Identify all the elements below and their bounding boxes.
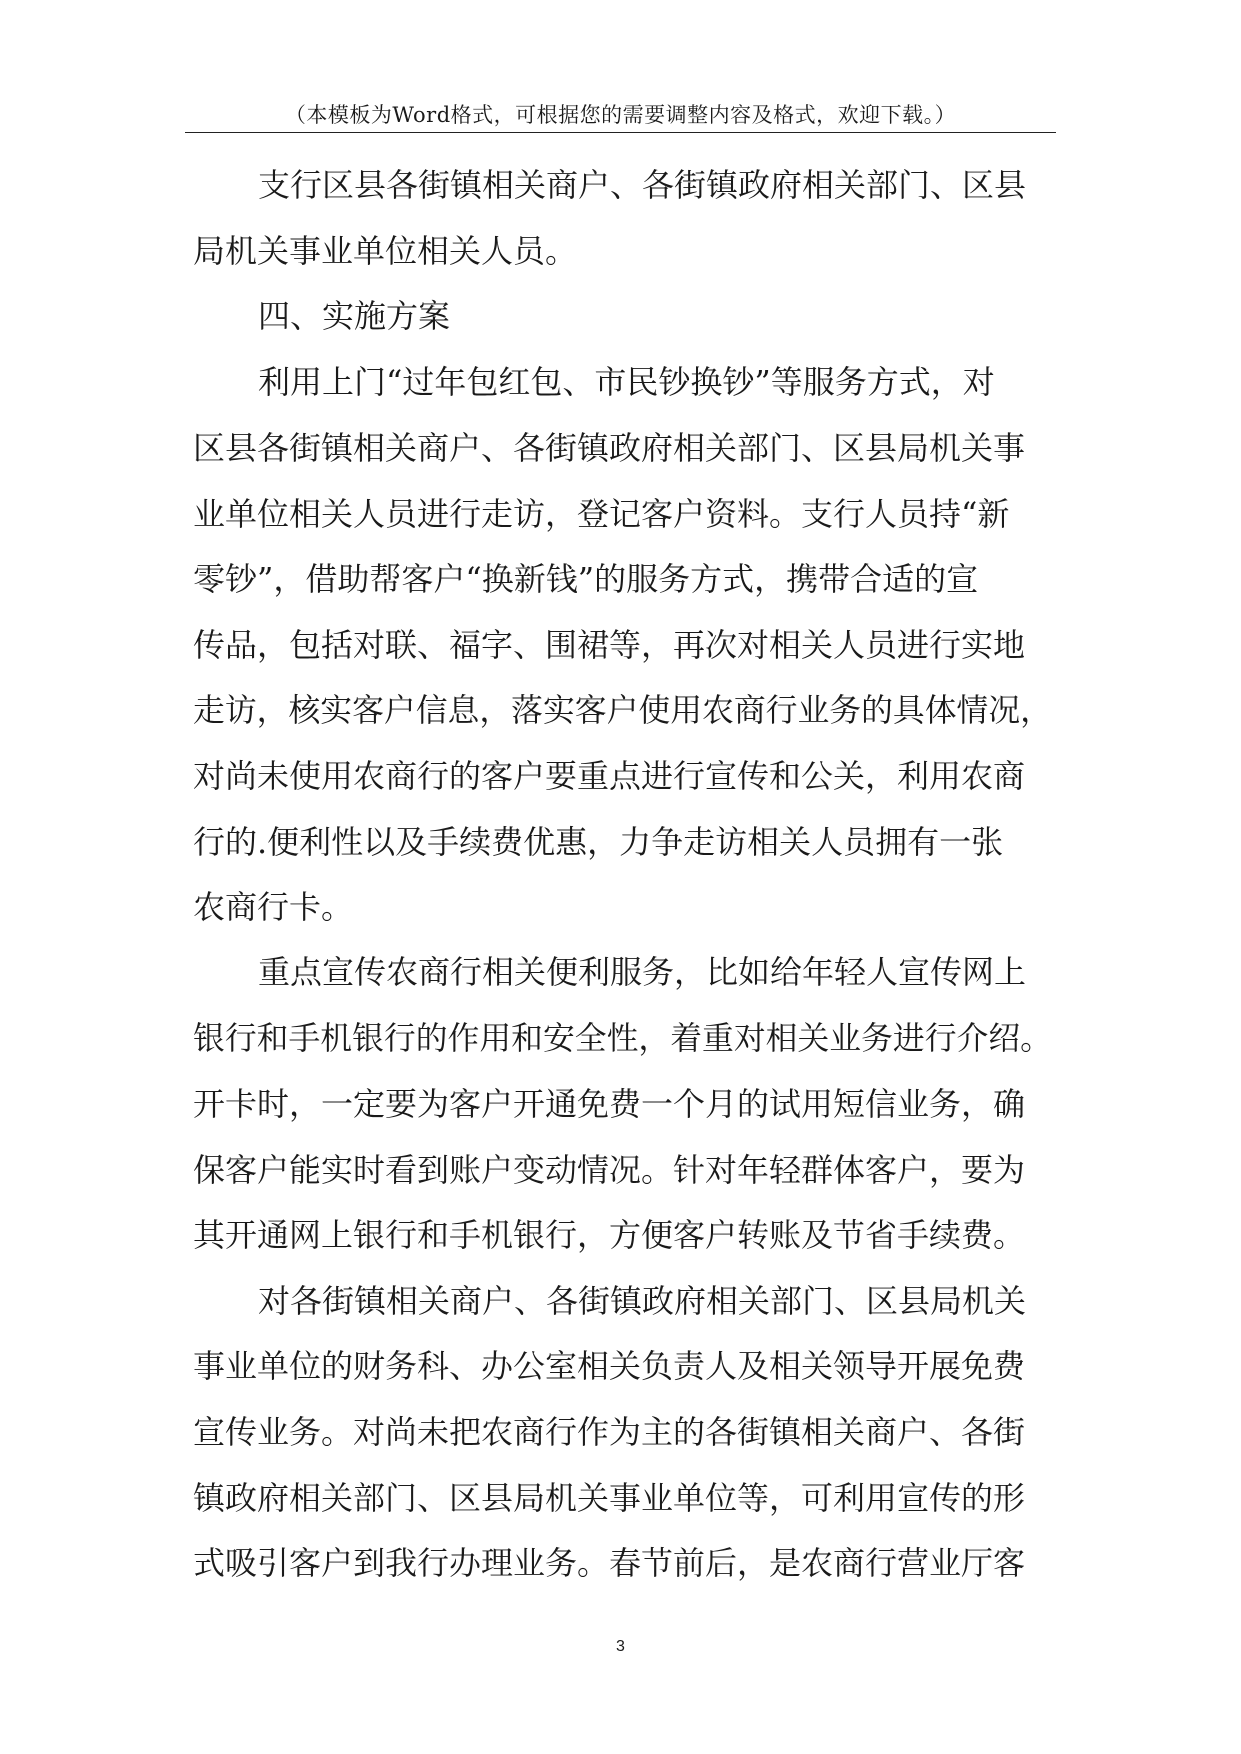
paragraph-line: 农商行卡。: [193, 888, 354, 926]
paragraph-line: 行的.便利性以及手续费优惠，力争走访相关人员拥有一张: [193, 823, 1004, 861]
paragraph-line: 业单位相关人员进行走访，登记客户资料。支行人员持“新: [193, 495, 1010, 533]
paragraph-line: 区县各街镇相关商户、各街镇政府相关部门、区县局机关事: [193, 429, 1026, 467]
paragraph-line: 支行区县各街镇相关商户、各街镇政府相关部门、区县: [258, 166, 1027, 204]
template-note-header: （本模板为Word格式，可根据您的需要调整内容及格式，欢迎下载。）: [284, 103, 957, 127]
paragraph-line: 宣传业务。对尚未把农商行作为主的各街镇相关商户、各街: [193, 1413, 1026, 1451]
paragraph-line: 式吸引客户到我行办理业务。春节前后，是农商行营业厅客: [193, 1544, 1026, 1582]
paragraph-line: 银行和手机银行的作用和安全性，着重对相关业务进行介绍。: [193, 1019, 1053, 1057]
section-heading: 四、实施方案: [258, 297, 451, 335]
paragraph-line: 局机关事业单位相关人员。: [193, 232, 578, 270]
paragraph-line: 开卡时，一定要为客户开通免费一个月的试用短信业务，确: [193, 1085, 1026, 1123]
page-number: 3: [616, 1638, 625, 1655]
paragraph-line: 保客户能实时看到账户变动情况。针对年轻群体客户，要为: [193, 1151, 1026, 1189]
paragraph-line: 事业单位的财务科、办公室相关负责人及相关领导开展免费: [193, 1347, 1026, 1385]
paragraph-line: 其开通网上银行和手机银行，方便客户转账及节省手续费。: [193, 1216, 1026, 1254]
paragraph-line: 利用上门“过年包红包、市民钞换钞”等服务方式，对: [258, 363, 995, 401]
header-divider: [185, 132, 1056, 133]
paragraph-line: 重点宣传农商行相关便利服务，比如给年轻人宣传网上: [258, 953, 1027, 991]
paragraph-line: 零钞”，借助帮客户“换新钱”的服务方式，携带合适的宣: [193, 560, 979, 598]
paragraph-line: 走访，核实客户信息，落实客户使用农商行业务的具体情况，: [193, 691, 1053, 729]
paragraph-line: 对各街镇相关商户、各街镇政府相关部门、区县局机关: [258, 1282, 1027, 1320]
paragraph-line: 对尚未使用农商行的客户要重点进行宣传和公关，利用农商: [193, 757, 1026, 795]
paragraph-line: 镇政府相关部门、区县局机关事业单位等，可利用宣传的形: [193, 1479, 1026, 1517]
paragraph-line: 传品，包括对联、福字、围裙等，再次对相关人员进行实地: [193, 626, 1026, 664]
